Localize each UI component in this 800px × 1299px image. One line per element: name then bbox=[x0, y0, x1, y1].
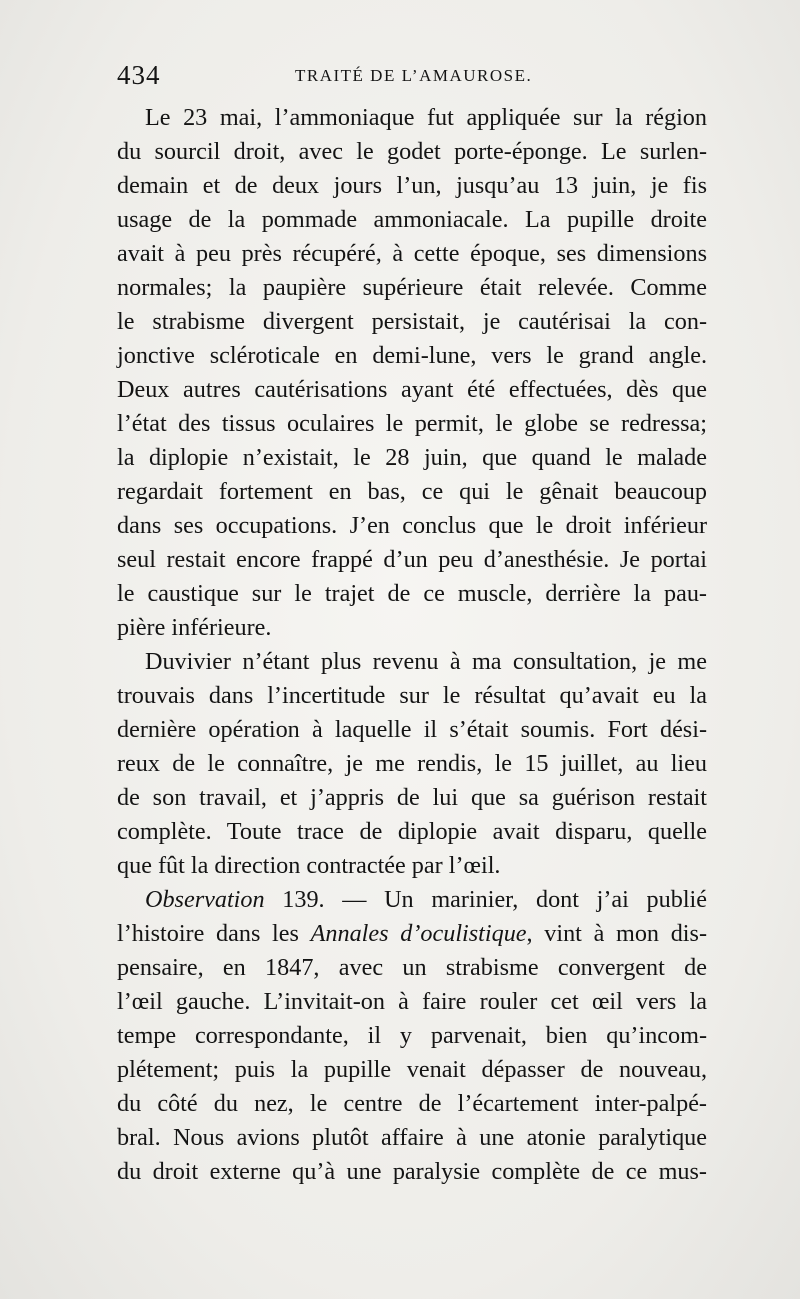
observation-heading-line bbox=[117, 883, 707, 917]
text-line: que fût la direction contractée par l’œil. bbox=[117, 852, 501, 879]
text-line: plétement; puis la pupille venait dépasser de nouveau, bbox=[117, 1056, 707, 1083]
text-line: du droit externe qu’à une paralysie complète de ce mus- bbox=[117, 1158, 707, 1185]
text-line: tempe correspondante, il y parvenait, bien qu’incom- bbox=[117, 1022, 707, 1049]
text-line: de son travail, et j’appris de lui que sa guérison restait bbox=[117, 784, 707, 811]
text-line: trouvais dans l’incertitude sur le résultat qu’avait eu la bbox=[117, 682, 707, 709]
page-number: 434 bbox=[117, 60, 161, 90]
text-line bbox=[117, 917, 707, 951]
text-line: regardait fortement en bas, ce qui le gênait beaucoup bbox=[117, 478, 707, 505]
text-line: seul restait encore frappé d’un peu d’anesthésie. Je portai bbox=[117, 546, 707, 573]
text-line: bral. Nous avions plutôt affaire à une atonie paralytique bbox=[117, 1124, 707, 1151]
text-line: demain et de deux jours l’un, jusqu’au 13 juin, je fis bbox=[117, 172, 707, 199]
text-line: du sourcil droit, avec le godet porte-éponge. Le surlen- bbox=[117, 138, 707, 165]
text-line: la diplopie n’existait, le 28 juin, que quand le malade bbox=[117, 444, 707, 471]
text-fragment: , vint à mon dis- bbox=[526, 920, 707, 947]
text-line: l’œil gauche. L’invitait-on à faire rouler cet œil vers la bbox=[117, 988, 707, 1015]
journal-title: Annales d’oculistique bbox=[310, 920, 527, 947]
text-line: Deux autres cautérisations ayant été effectuées, dès que bbox=[117, 376, 707, 403]
text-line: jonctive scléroticale en demi-lune, vers le grand angle. bbox=[117, 342, 707, 369]
body-text bbox=[117, 101, 707, 1189]
running-head: TRAITÉ DE L’AMAUROSE. bbox=[295, 66, 533, 85]
observation-label: Observation bbox=[145, 886, 265, 913]
text-line: dans ses occupations. J’en conclus que le droit inférieur bbox=[117, 512, 707, 539]
text-line: dernière opération à laquelle il s’était soumis. Fort dési- bbox=[117, 716, 707, 743]
text-fragment: l’histoire dans les bbox=[117, 920, 311, 947]
text-line: pière inférieure. bbox=[117, 614, 272, 641]
text-line: reux de le connaître, je me rendis, le 15 juillet, au lieu bbox=[117, 750, 707, 777]
text-line: avait à peu près récupéré, à cette époque, ses dimensions bbox=[117, 240, 707, 267]
page-header bbox=[117, 60, 707, 96]
text-line: du côté du nez, le centre de l’écartement inter-palpé- bbox=[117, 1090, 707, 1117]
text-line: normales; la paupière supérieure était relevée. Comme bbox=[117, 274, 707, 301]
text-line: Duvivier n’étant plus revenu à ma consultation, je me bbox=[145, 648, 707, 675]
text-line: Le 23 mai, l’ammoniaque fut appliquée sur la région bbox=[145, 104, 707, 131]
text-line: complète. Toute trace de diplopie avait disparu, quelle bbox=[117, 818, 707, 845]
text-line: le caustique sur le trajet de ce muscle, derrière la pau- bbox=[117, 580, 707, 607]
text-line: le strabisme divergent persistait, je cautérisai la con- bbox=[117, 308, 707, 335]
text-line: usage de la pommade ammoniacale. La pupille droite bbox=[117, 206, 707, 233]
observation-text: 139. — Un marinier, dont j’ai publié bbox=[264, 886, 707, 913]
text-line: pensaire, en 1847, avec un strabisme convergent de bbox=[117, 954, 707, 981]
text-line: l’état des tissus oculaires le permit, le globe se redressa; bbox=[117, 410, 707, 437]
